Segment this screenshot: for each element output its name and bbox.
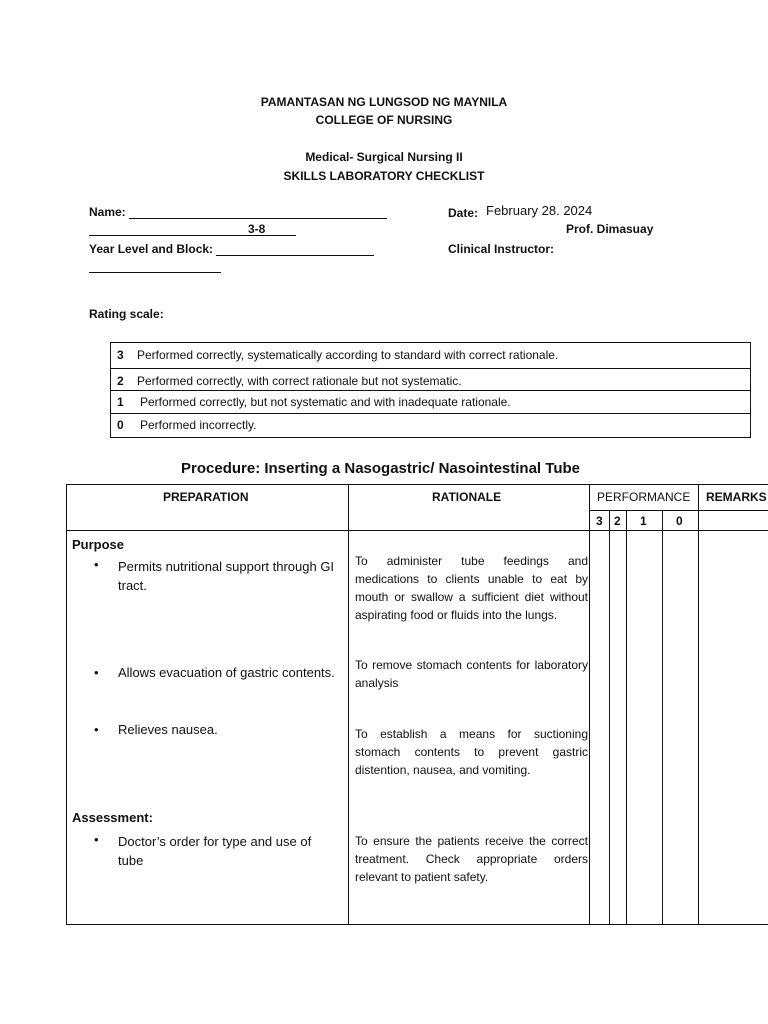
- rating-row: [111, 369, 750, 391]
- rating-score: 2: [117, 374, 124, 388]
- rationale-item: To establish a means for suctioning stomach contents to prevent gastric distention, nausea, and vomiting.: [355, 727, 588, 777]
- rating-score: 0: [117, 418, 124, 432]
- column-divider: [626, 510, 627, 925]
- rationale-header: RATIONALE: [432, 490, 502, 504]
- year-continuation-line: [89, 272, 221, 273]
- bullet-icon: •: [94, 665, 99, 680]
- column-divider: [589, 484, 590, 925]
- column-divider: [662, 510, 663, 925]
- rationale-item: To remove stomach contents for laboratory analysis: [355, 658, 588, 690]
- rating-text: Performed correctly, with correct rationale but not systematic.: [137, 374, 462, 388]
- rating-row: [111, 343, 750, 369]
- table-border-top: [66, 484, 768, 485]
- rating-score: 3: [117, 348, 124, 362]
- course-title: Medical- Surgical Nursing II: [305, 150, 463, 164]
- procedure-title: Procedure: Inserting a Nasogastric/ Nasointestinal Tube: [181, 460, 580, 477]
- score-header-2: 2: [614, 514, 621, 528]
- college-name: COLLEGE OF NURSING: [315, 113, 453, 127]
- score-header-1: 1: [640, 514, 647, 528]
- preparation-item: Permits nutritional support through GI tract.: [118, 559, 335, 593]
- rating-row: [111, 414, 750, 437]
- purpose-label: Purpose: [72, 537, 125, 552]
- name-label: Name:: [89, 205, 126, 219]
- form-title: SKILLS LABORATORY CHECKLIST: [283, 169, 485, 183]
- preparation-item: Relieves nausea.: [118, 722, 218, 737]
- preparation-item: Doctor’s order for type and use of tube: [118, 834, 312, 868]
- rating-text: Performed correctly, systematically according to standard with correct rationale.: [137, 348, 559, 362]
- rating-text: Performed incorrectly.: [140, 418, 257, 432]
- block-value: 3-8: [248, 222, 266, 236]
- instructor-label: Clinical Instructor:: [448, 242, 555, 256]
- bullet-icon: •: [94, 557, 99, 572]
- rating-scale-table: [110, 342, 751, 438]
- score-header-0: 0: [676, 514, 683, 528]
- rationale-item: To ensure the patients receive the correct treatment. Check appropriate orders relevant to patient safety.: [355, 834, 588, 884]
- instructor-value: Prof. Dimasuay: [566, 222, 654, 236]
- university-name: PAMANTASAN NG LUNGSOD NG MAYNILA: [260, 95, 508, 109]
- date-value[interactable]: February 28. 2024: [486, 203, 593, 218]
- column-divider: [348, 484, 349, 925]
- rating-text: Performed correctly, but not systematic and with inadequate rationale.: [140, 395, 511, 409]
- table-header-divider: [589, 510, 768, 511]
- rating-row: [111, 391, 750, 414]
- name-row: [89, 205, 387, 219]
- performance-header: PERFORMANCE: [597, 490, 691, 504]
- year-row: [89, 242, 374, 256]
- table-border-left: [66, 484, 67, 925]
- rating-score: 1: [117, 395, 124, 409]
- year-label: Year Level and Block:: [89, 242, 214, 256]
- preparation-item: Allows evacuation of gastric contents.: [118, 665, 335, 680]
- rationale-item: To administer tube feedings and medications to clients unable to eat by mouth or swallow a sufficient diet without aspirating food or fluids into the lungs.: [355, 554, 588, 622]
- preparation-header: PREPARATION: [163, 490, 249, 504]
- assessment-label: Assessment:: [72, 810, 153, 825]
- column-divider: [698, 484, 699, 925]
- year-field[interactable]: [216, 244, 374, 256]
- bullet-icon: •: [94, 832, 99, 847]
- score-header-3: 3: [596, 514, 603, 528]
- remarks-header: REMARKS: [706, 490, 767, 504]
- bullet-icon: •: [94, 722, 99, 737]
- column-divider: [609, 510, 610, 925]
- rating-scale-label: Rating scale:: [89, 307, 164, 321]
- name-field[interactable]: [129, 207, 387, 219]
- date-label: Date:: [448, 206, 479, 220]
